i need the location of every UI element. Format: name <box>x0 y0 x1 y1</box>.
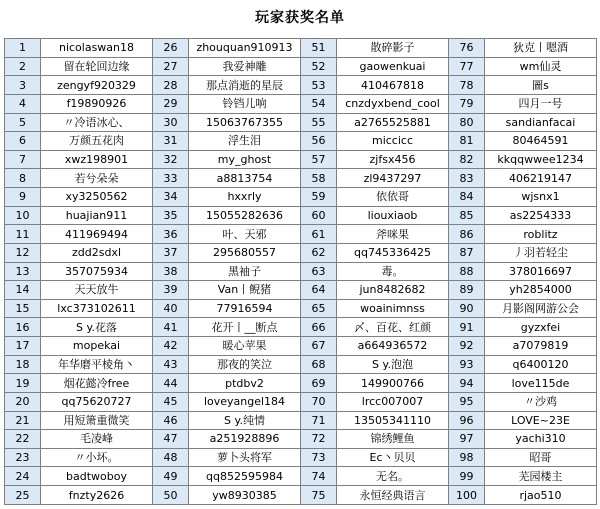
rank-number-cell: 77 <box>449 57 485 76</box>
rank-number-cell: 44 <box>153 374 189 393</box>
player-name-cell: gyzxfei <box>485 318 597 337</box>
rank-number-cell: 35 <box>153 206 189 225</box>
player-name-cell: wjsnx1 <box>485 188 597 207</box>
rank-number-cell: 76 <box>449 39 485 58</box>
rank-number-cell: 10 <box>5 206 41 225</box>
player-name-cell: 花开丨__断点 <box>189 318 301 337</box>
player-name-cell: rjao510 <box>485 486 597 505</box>
rank-number-cell: 24 <box>5 467 41 486</box>
player-name-cell: love115de <box>485 374 597 393</box>
player-name-cell: loveyangel184 <box>189 392 301 411</box>
player-name-cell: 80464591 <box>485 132 597 151</box>
player-name-cell: 年华磨平棱角丶 <box>41 355 153 374</box>
player-name-cell: 用短箫重微笑 <box>41 411 153 430</box>
rank-number-cell: 13 <box>5 262 41 281</box>
player-name-cell: 77916594 <box>189 299 301 318</box>
rank-number-cell: 42 <box>153 337 189 356</box>
rank-number-cell: 71 <box>301 411 337 430</box>
player-name-cell: kkqqwwee1234 <box>485 150 597 169</box>
rank-number-cell: 8 <box>5 169 41 188</box>
player-name-cell: 依依哥 <box>337 188 449 207</box>
player-name-cell: 留在轮回边缘 <box>41 57 153 76</box>
player-name-cell: yh2854000 <box>485 281 597 300</box>
rank-number-cell: 61 <box>301 225 337 244</box>
rank-number-cell: 32 <box>153 150 189 169</box>
rank-number-cell: 72 <box>301 430 337 449</box>
player-name-cell: 〃小坏。 <box>41 448 153 467</box>
rank-number-cell: 83 <box>449 169 485 188</box>
rank-number-cell: 75 <box>301 486 337 505</box>
player-name-cell: a664936572 <box>337 337 449 356</box>
player-name-cell: 锦绣鲤鱼 <box>337 430 449 449</box>
rank-number-cell: 17 <box>5 337 41 356</box>
rank-number-cell: 91 <box>449 318 485 337</box>
rank-number-cell: 70 <box>301 392 337 411</box>
table-row <box>5 430 597 449</box>
rank-number-cell: 90 <box>449 299 485 318</box>
player-name-cell: 萝卜头将军 <box>189 448 301 467</box>
rank-number-cell: 68 <box>301 355 337 374</box>
player-name-cell: 浮生泪 <box>189 132 301 151</box>
rank-number-cell: 56 <box>301 132 337 151</box>
table-row <box>5 318 597 337</box>
rank-number-cell: 30 <box>153 113 189 132</box>
player-name-cell: 若兮朵朵 <box>41 169 153 188</box>
table-row <box>5 299 597 318</box>
table-row <box>5 94 597 113</box>
rank-number-cell: 73 <box>301 448 337 467</box>
rank-number-cell: 62 <box>301 243 337 262</box>
rank-number-cell: 46 <box>153 411 189 430</box>
player-name-cell: 15055282636 <box>189 206 301 225</box>
rank-number-cell: 25 <box>5 486 41 505</box>
player-name-cell: q6400120 <box>485 355 597 374</box>
player-name-cell: qq75620727 <box>41 392 153 411</box>
player-name-cell: huajian911 <box>41 206 153 225</box>
rank-number-cell: 37 <box>153 243 189 262</box>
rank-number-cell: 43 <box>153 355 189 374</box>
rank-number-cell: 7 <box>5 150 41 169</box>
player-name-cell: 378016697 <box>485 262 597 281</box>
player-name-cell: cnzdyxbend_cool <box>337 94 449 113</box>
rank-number-cell: 86 <box>449 225 485 244</box>
player-name-cell: woainimnss <box>337 299 449 318</box>
player-name-cell: gaowenkuai <box>337 57 449 76</box>
player-name-cell: 叶、天邪 <box>189 225 301 244</box>
rank-number-cell: 94 <box>449 374 485 393</box>
player-name-cell: qq745336425 <box>337 243 449 262</box>
rank-number-cell: 28 <box>153 76 189 95</box>
rank-number-cell: 39 <box>153 281 189 300</box>
rank-number-cell: 79 <box>449 94 485 113</box>
player-name-cell: 斧咪果 <box>337 225 449 244</box>
player-name-cell: 铃铛儿响 <box>189 94 301 113</box>
player-name-cell: 〆、百花、红颜 <box>337 318 449 337</box>
player-name-cell: 万颜五花肉 <box>41 132 153 151</box>
table-row <box>5 57 597 76</box>
player-name-cell: nicolaswan18 <box>41 39 153 58</box>
rank-number-cell: 45 <box>153 392 189 411</box>
rank-number-cell: 80 <box>449 113 485 132</box>
page-title: 玩家获奖名单 <box>255 10 345 26</box>
player-name-cell: 357075934 <box>41 262 153 281</box>
table-row <box>5 337 597 356</box>
rank-number-cell: 34 <box>153 188 189 207</box>
rank-number-cell: 22 <box>5 430 41 449</box>
rank-number-cell: 14 <box>5 281 41 300</box>
rank-number-cell: 81 <box>449 132 485 151</box>
rank-number-cell: 97 <box>449 430 485 449</box>
rank-number-cell: 53 <box>301 76 337 95</box>
player-name-cell: 月影阁网游公会 <box>485 299 597 318</box>
table-row <box>5 262 597 281</box>
table-row <box>5 374 597 393</box>
player-name-cell: yw8930385 <box>189 486 301 505</box>
rank-number-cell: 65 <box>301 299 337 318</box>
player-name-cell: LOVE~23E <box>485 411 597 430</box>
rank-number-cell: 9 <box>5 188 41 207</box>
rank-number-cell: 66 <box>301 318 337 337</box>
player-name-cell: Ec丶贝贝 <box>337 448 449 467</box>
player-name-cell: a8813754 <box>189 169 301 188</box>
player-name-cell: S y.纯情 <box>189 411 301 430</box>
table-row <box>5 243 597 262</box>
player-name-cell: 烟花懿冷free <box>41 374 153 393</box>
rank-number-cell: 27 <box>153 57 189 76</box>
rank-number-cell: 99 <box>449 467 485 486</box>
player-name-cell: 狄克丨嗯酒 <box>485 39 597 58</box>
player-name-cell: hxxrly <box>189 188 301 207</box>
player-name-cell: 410467818 <box>337 76 449 95</box>
table-row <box>5 467 597 486</box>
rank-number-cell: 74 <box>301 467 337 486</box>
player-name-cell: 毒。 <box>337 262 449 281</box>
rank-number-cell: 95 <box>449 392 485 411</box>
player-name-cell: zl9437297 <box>337 169 449 188</box>
player-name-cell: miccicc <box>337 132 449 151</box>
player-name-cell: zjfsx456 <box>337 150 449 169</box>
rank-number-cell: 40 <box>153 299 189 318</box>
table-row <box>5 113 597 132</box>
player-name-cell: 那夜的笑泣 <box>189 355 301 374</box>
player-name-cell: 149900766 <box>337 374 449 393</box>
player-name-cell: S y.泡泡 <box>337 355 449 374</box>
rank-number-cell: 96 <box>449 411 485 430</box>
rank-number-cell: 98 <box>449 448 485 467</box>
table-row <box>5 188 597 207</box>
rank-number-cell: 54 <box>301 94 337 113</box>
player-name-cell: as2254333 <box>485 206 597 225</box>
rank-number-cell: 29 <box>153 94 189 113</box>
rank-number-cell: 19 <box>5 374 41 393</box>
rank-number-cell: 4 <box>5 94 41 113</box>
player-name-cell: qq852595984 <box>189 467 301 486</box>
rank-number-cell: 52 <box>301 57 337 76</box>
rank-number-cell: 6 <box>5 132 41 151</box>
player-name-cell: 那点消逝的星辰 <box>189 76 301 95</box>
player-name-cell: 天天放牛 <box>41 281 153 300</box>
player-name-cell: xy3250562 <box>41 188 153 207</box>
rank-number-cell: 85 <box>449 206 485 225</box>
player-name-cell: S y.花落 <box>41 318 153 337</box>
rank-number-cell: 50 <box>153 486 189 505</box>
rank-number-cell: 67 <box>301 337 337 356</box>
player-name-cell: roblitz <box>485 225 597 244</box>
rank-number-cell: 15 <box>5 299 41 318</box>
rank-number-cell: 31 <box>153 132 189 151</box>
table-row <box>5 355 597 374</box>
player-name-cell: sandianfacai <box>485 113 597 132</box>
rank-number-cell: 58 <box>301 169 337 188</box>
rank-number-cell: 88 <box>449 262 485 281</box>
rank-number-cell: 18 <box>5 355 41 374</box>
rank-number-cell: 92 <box>449 337 485 356</box>
player-name-cell: 芜园楼主 <box>485 467 597 486</box>
rank-number-cell: 59 <box>301 188 337 207</box>
rank-number-cell: 89 <box>449 281 485 300</box>
player-name-cell: 我爱神雕 <box>189 57 301 76</box>
player-name-cell: badtwoboy <box>41 467 153 486</box>
table-row <box>5 225 597 244</box>
table-row <box>5 448 597 467</box>
rank-number-cell: 12 <box>5 243 41 262</box>
player-name-cell: my_ghost <box>189 150 301 169</box>
player-name-cell: 永恒经典语言 <box>337 486 449 505</box>
player-name-cell: zdd2sdxl <box>41 243 153 262</box>
player-name-cell: 丿羽若轻尘 <box>485 243 597 262</box>
player-name-cell: 散碎影子 <box>337 39 449 58</box>
player-name-cell: 黑袖子 <box>189 262 301 281</box>
rank-number-cell: 100 <box>449 486 485 505</box>
player-name-cell: a2765525881 <box>337 113 449 132</box>
rank-number-cell: 20 <box>5 392 41 411</box>
winners-table <box>4 38 597 505</box>
rank-number-cell: 82 <box>449 150 485 169</box>
rank-number-cell: 23 <box>5 448 41 467</box>
rank-number-cell: 3 <box>5 76 41 95</box>
player-name-cell: 无名。 <box>337 467 449 486</box>
rank-number-cell: 16 <box>5 318 41 337</box>
rank-number-cell: 21 <box>5 411 41 430</box>
player-name-cell: f19890926 <box>41 94 153 113</box>
player-name-cell: 〃冷语冰心、 <box>41 113 153 132</box>
player-name-cell: mopekai <box>41 337 153 356</box>
rank-number-cell: 93 <box>449 355 485 374</box>
player-name-cell: 〃沙鸡 <box>485 392 597 411</box>
player-name-cell: lxc373102611 <box>41 299 153 318</box>
player-name-cell: liouxiaob <box>337 206 449 225</box>
player-name-cell: jun8482682 <box>337 281 449 300</box>
table-row <box>5 150 597 169</box>
player-name-cell: a7079819 <box>485 337 597 356</box>
rank-number-cell: 1 <box>5 39 41 58</box>
rank-number-cell: 63 <box>301 262 337 281</box>
rank-number-cell: 47 <box>153 430 189 449</box>
player-name-cell: 圖s <box>485 76 597 95</box>
player-name-cell: 411969494 <box>41 225 153 244</box>
player-name-cell: fnzty2626 <box>41 486 153 505</box>
player-name-cell: 406219147 <box>485 169 597 188</box>
player-name-cell: wm仙灵 <box>485 57 597 76</box>
player-name-cell: 四月一号 <box>485 94 597 113</box>
player-name-cell: 15063767355 <box>189 113 301 132</box>
table-row <box>5 486 597 505</box>
player-name-cell: ptdbv2 <box>189 374 301 393</box>
rank-number-cell: 84 <box>449 188 485 207</box>
rank-number-cell: 49 <box>153 467 189 486</box>
table-row <box>5 411 597 430</box>
rank-number-cell: 55 <box>301 113 337 132</box>
table-row <box>5 39 597 58</box>
rank-number-cell: 57 <box>301 150 337 169</box>
rank-number-cell: 26 <box>153 39 189 58</box>
rank-number-cell: 64 <box>301 281 337 300</box>
table-row <box>5 392 597 411</box>
player-name-cell: Van丨鲵猪 <box>189 281 301 300</box>
table-row <box>5 76 597 95</box>
table-row <box>5 169 597 188</box>
rank-number-cell: 51 <box>301 39 337 58</box>
player-name-cell: yachi310 <box>485 430 597 449</box>
rank-number-cell: 36 <box>153 225 189 244</box>
table-row <box>5 281 597 300</box>
player-name-cell: zengyf920329 <box>41 76 153 95</box>
player-name-cell: lrcc007007 <box>337 392 449 411</box>
rank-number-cell: 87 <box>449 243 485 262</box>
table-row <box>5 132 597 151</box>
table-body <box>5 39 597 505</box>
player-name-cell: 295680557 <box>189 243 301 262</box>
rank-number-cell: 2 <box>5 57 41 76</box>
rank-number-cell: 11 <box>5 225 41 244</box>
rank-number-cell: 41 <box>153 318 189 337</box>
player-name-cell: 毛凌峰 <box>41 430 153 449</box>
table-row <box>5 206 597 225</box>
rank-number-cell: 48 <box>153 448 189 467</box>
player-name-cell: a251928896 <box>189 430 301 449</box>
rank-number-cell: 60 <box>301 206 337 225</box>
player-name-cell: xwz198901 <box>41 150 153 169</box>
rank-number-cell: 5 <box>5 113 41 132</box>
player-name-cell: zhouquan910913 <box>189 39 301 58</box>
rank-number-cell: 78 <box>449 76 485 95</box>
player-name-cell: 昭哥 <box>485 448 597 467</box>
rank-number-cell: 33 <box>153 169 189 188</box>
player-name-cell: 13505341110 <box>337 411 449 430</box>
player-name-cell: 暖心苹果 <box>189 337 301 356</box>
rank-number-cell: 69 <box>301 374 337 393</box>
rank-number-cell: 38 <box>153 262 189 281</box>
